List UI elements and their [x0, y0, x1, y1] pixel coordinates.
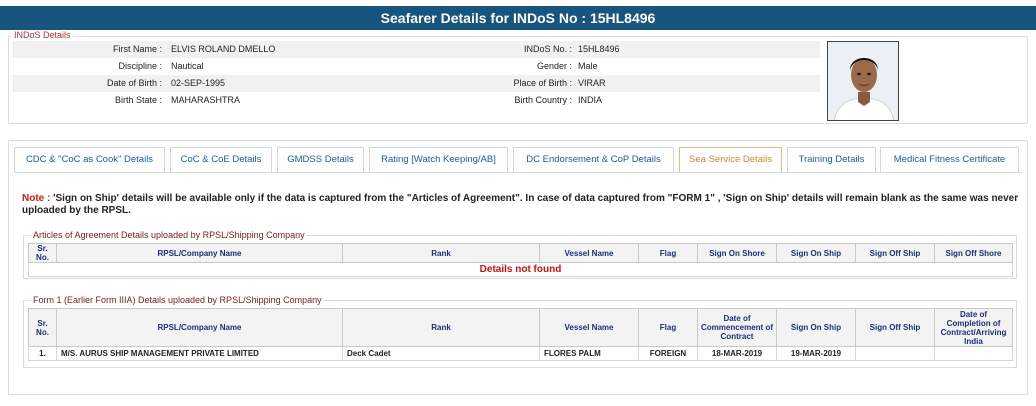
tab-gmdss[interactable]: GMDSS Details	[277, 147, 364, 172]
col-flag: Flag	[639, 244, 698, 263]
info-row-birth-state	[12, 92, 820, 109]
note-text: 'Sign on Ship' details will be available only if the data is captured from the "Articles of Agreement". In case of data captured from "FORM 1" , 'Sign on Ship' details will remain blank as the same was never uploaded by the RPSL.	[22, 193, 1019, 216]
cell-completion-date	[935, 347, 1013, 361]
gender-value: Male	[578, 61, 598, 71]
col-sr-no: Sr. No.	[29, 244, 57, 263]
tab-medical-fitness[interactable]: Medical Fitness Certificate	[880, 147, 1019, 172]
col-rank: Rank	[343, 244, 540, 263]
gender-label: Gender :	[536, 61, 572, 71]
tab-coc-coe[interactable]: CoC & CoE Details	[170, 147, 272, 172]
info-row-first-name	[12, 41, 820, 58]
cell-flag: FOREIGN	[639, 347, 698, 361]
cell-company-name: M/S. AURUS SHIP MANAGEMENT PRIVATE LIMITED	[57, 347, 343, 361]
discipline-label: Discipline :	[118, 61, 162, 71]
col-sign-on-shore: Sign On Shore	[698, 244, 777, 263]
info-row-dob	[12, 75, 820, 92]
dob-value: 02-SEP-1995	[171, 78, 226, 88]
page-title: Seafarer Details for INDoS No : 15HL8496	[0, 6, 1036, 30]
dob-label: Date of Birth :	[106, 78, 162, 88]
col-rank: Rank	[343, 309, 540, 347]
col-flag: Flag	[639, 309, 698, 347]
col-sign-off-ship: Sign Off Ship	[856, 309, 935, 347]
col-sign-off-shore: Sign Off Shore	[935, 244, 1013, 263]
cell-vessel-name: FLORES PALM	[540, 347, 639, 361]
table-row	[29, 347, 1013, 361]
note-label: Note :	[22, 193, 51, 204]
articles-legend: Articles of Agreement Details uploaded by RPSL/Shipping Company	[33, 230, 305, 240]
place-of-birth-label: Place of Birth :	[513, 78, 572, 88]
place-of-birth-value: VIRAR	[578, 78, 606, 88]
articles-header-row	[29, 244, 1013, 263]
col-company-name: RPSL/Company Name	[57, 309, 343, 347]
form1-legend: Form 1 (Earlier Form IIIA) Details uploaded by RPSL/Shipping Company	[33, 295, 322, 305]
cell-sign-off-ship	[856, 347, 935, 361]
articles-empty-row	[29, 263, 1013, 277]
indos-no-label: INDoS No. :	[523, 44, 572, 54]
tab-cdc-coc-cook[interactable]: CDC & "CoC as Cook" Details	[14, 147, 165, 172]
tab-rating-watch-keeping[interactable]: Rating [Watch Keeping/AB]	[369, 147, 508, 172]
details-not-found-message: Details not found	[29, 263, 1013, 277]
col-commencement-date: Date of Commencement of Contract	[698, 309, 777, 347]
cell-commencement-date: 18-MAR-2019	[698, 347, 777, 361]
tab-sea-service[interactable]: Sea Service Details	[679, 147, 782, 172]
birth-state-value: MAHARASHTRA	[171, 95, 241, 105]
col-sign-on-ship: Sign On Ship	[777, 309, 856, 347]
col-sign-off-ship: Sign Off Ship	[856, 244, 935, 263]
first-name-label: First Name :	[112, 44, 162, 54]
form1-header-row	[29, 309, 1013, 347]
indos-legend: INDoS Details	[14, 30, 71, 40]
col-sr-no: Sr. No.	[29, 309, 57, 347]
articles-table	[28, 243, 1013, 277]
col-completion-date: Date of Completion of Contract/Arriving India	[935, 309, 1013, 347]
col-vessel-name: Vessel Name	[540, 244, 639, 263]
sign-on-ship-note	[22, 193, 1022, 217]
cell-sr-no: 1.	[29, 347, 57, 361]
birth-country-label: Birth Country :	[514, 95, 572, 105]
indos-no-value: 15HL8496	[578, 44, 620, 54]
person-photo-icon	[828, 42, 899, 121]
first-name-value: ELVIS ROLAND DMELLO	[171, 44, 276, 54]
tab-divider	[14, 172, 1022, 173]
discipline-value: Nautical	[171, 61, 204, 71]
info-row-discipline	[12, 58, 820, 75]
tab-training[interactable]: Training Details	[787, 147, 876, 172]
tab-dc-endorsement-cop[interactable]: DC Endorsement & CoP Details	[513, 147, 674, 172]
cell-sign-on-ship: 19-MAR-2019	[777, 347, 856, 361]
col-vessel-name: Vessel Name	[540, 309, 639, 347]
cell-rank: Deck Cadet	[343, 347, 540, 361]
birth-state-label: Birth State :	[114, 95, 162, 105]
form1-table	[28, 308, 1013, 361]
seafarer-photo	[827, 41, 899, 121]
birth-country-value: INDIA	[578, 95, 603, 105]
col-company-name: RPSL/Company Name	[57, 244, 343, 263]
col-sign-on-ship: Sign On Ship	[777, 244, 856, 263]
